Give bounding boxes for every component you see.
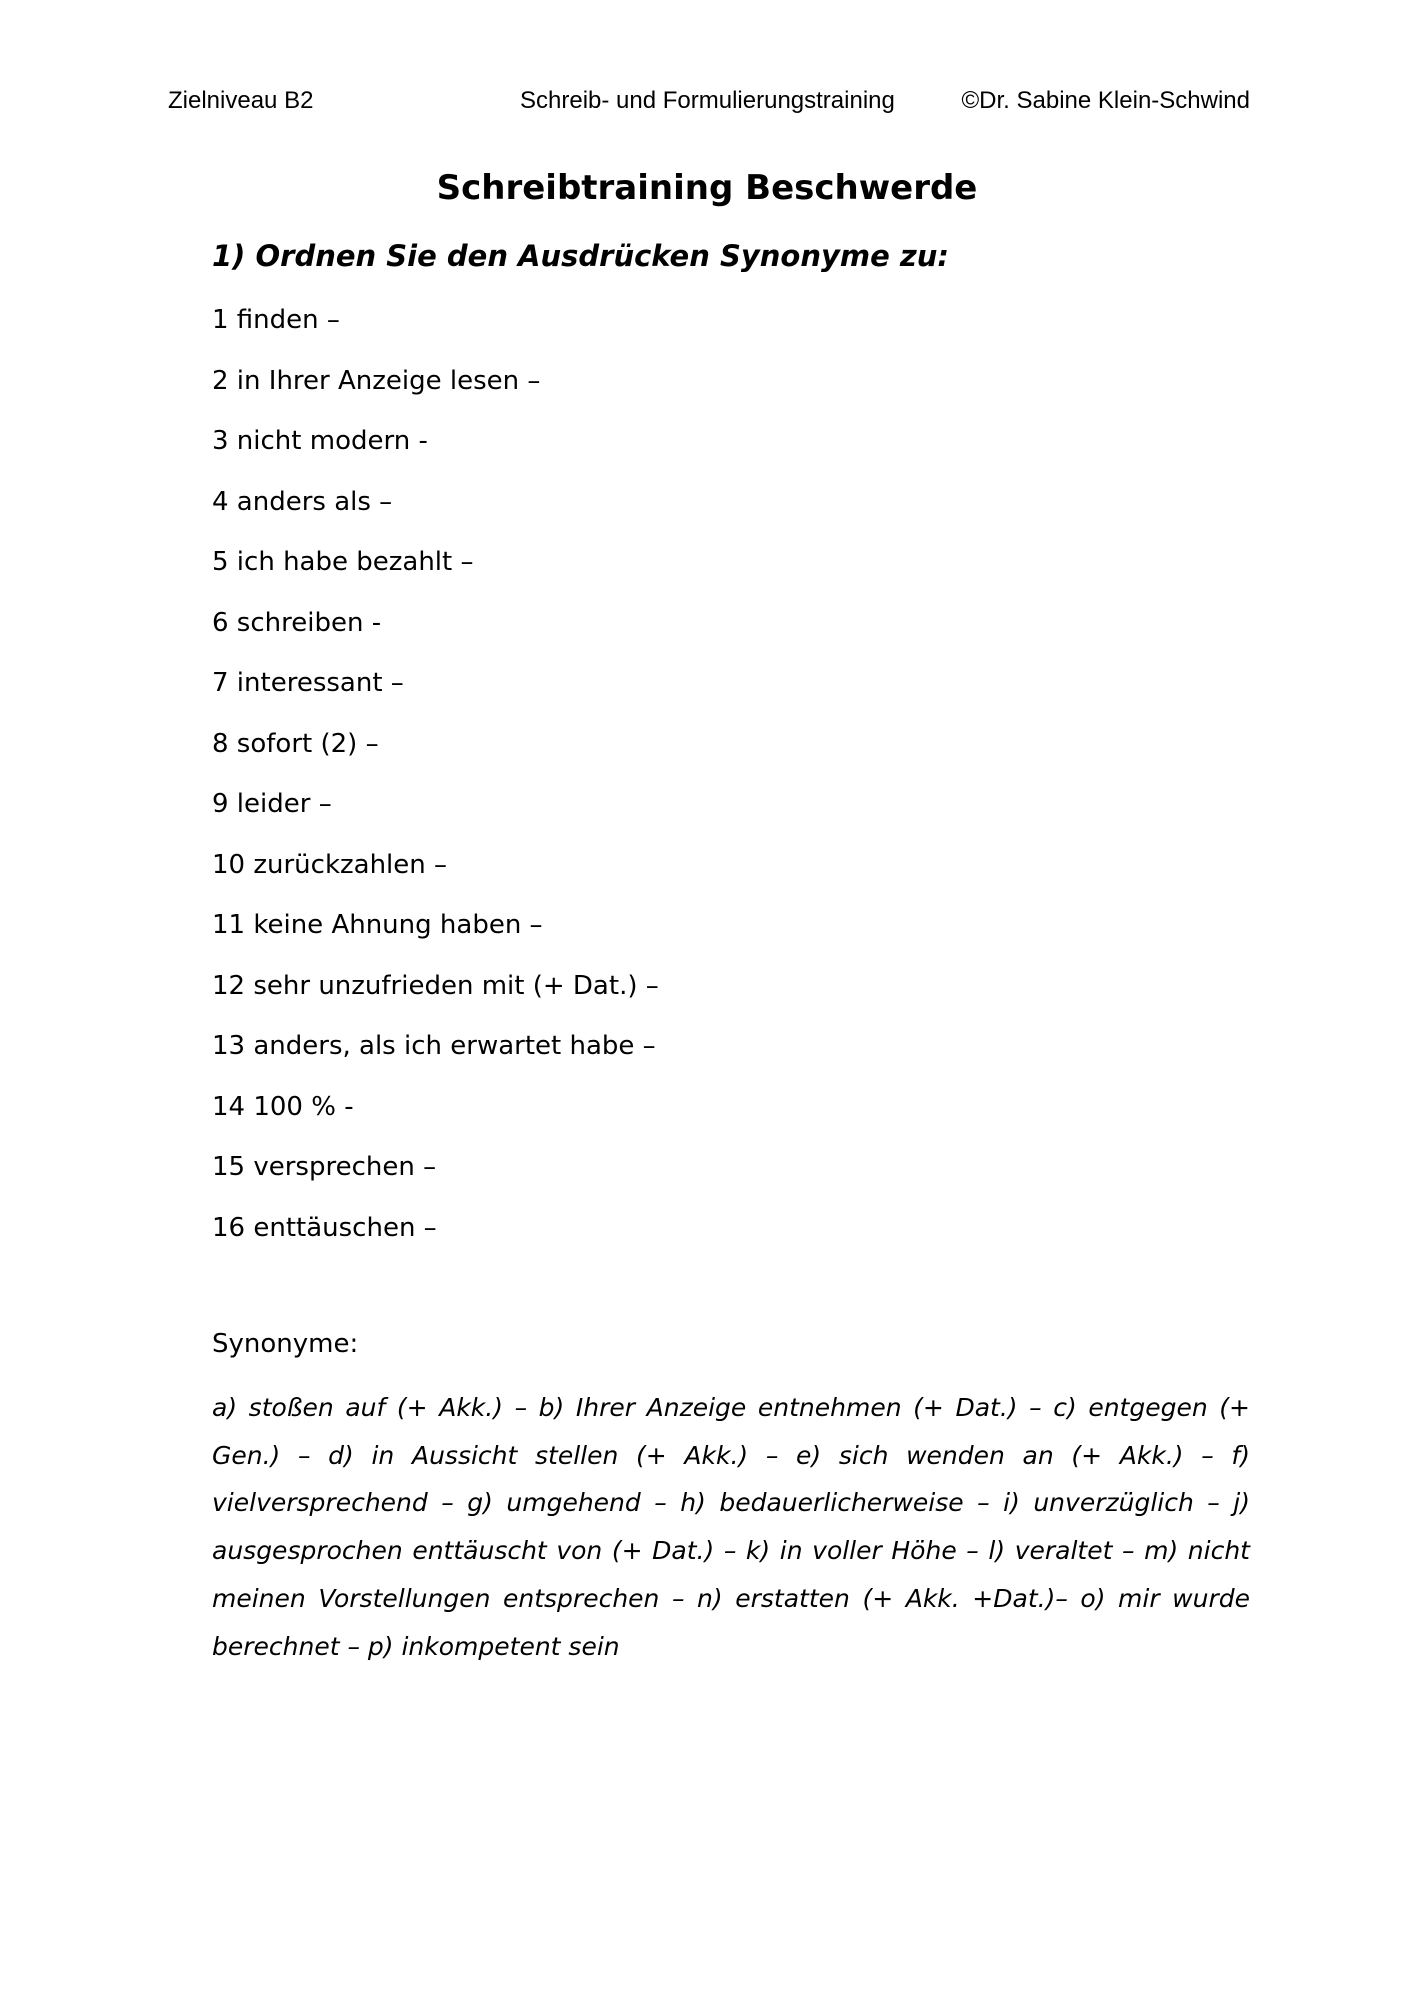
list-item: 1 finden – [212, 305, 340, 335]
synonyms-paragraph: a) stoßen auf (+ Akk.) – b) Ihrer Anzeige entnehmen (+ Dat.) – c) entgegen (+ Gen.) – d) in Aussicht stellen (+ Akk.) – e) sich wenden an (+ Akk.) – f) vielversprechend – g) umgehend – h) bedauerlicherweise – i) unverzüglich – j) ausgesprochen enttäuscht von (+ Dat.) – k) in voller Höhe – l) veraltet – m) nicht meinen Vorstellungen entsprechen – n) erstatten (+ Akk. +Dat.)– o) mir wurde berechnet – p) inkompetent sein [212, 1393, 1250, 1661]
page-title: Schreibtraining Beschwerde [436, 168, 978, 208]
header-copyright: ©Dr. Sabine Klein-Schwind [961, 87, 1250, 114]
list-item: 5 ich habe bezahlt – [212, 547, 474, 577]
list-item: 8 sofort (2) – [212, 728, 379, 759]
list-item: 3 nicht modern - [212, 426, 428, 456]
list-item: 16 enttäuschen – [212, 1212, 437, 1243]
list-item: 9 leider – [212, 789, 332, 819]
synonyms-label: Synonyme: [212, 1329, 359, 1359]
list-item: 11 keine Ahnung haben – [212, 910, 543, 940]
list-item: 14 100 % - [212, 1091, 354, 1122]
list-item: 4 anders als – [212, 486, 393, 517]
expression-list [212, 298, 659, 1266]
list-item: 7 interessant – [212, 668, 404, 698]
list-item: 13 anders, als ich erwartet habe – [212, 1031, 656, 1061]
list-item: 2 in Ihrer Anzeige lesen – [212, 365, 541, 396]
list-item: 15 versprechen – [212, 1152, 437, 1182]
list-item: 6 schreiben - [212, 607, 382, 638]
list-item: 10 zurückzahlen – [212, 849, 448, 880]
page-header [0, 84, 1414, 118]
task-heading: 1) Ordnen Sie den Ausdrücken Synonyme zu: [212, 239, 949, 273]
header-course: Schreib- und Formulierungstraining [520, 87, 895, 114]
list-item: 12 sehr unzufrieden mit (+ Dat.) – [212, 970, 659, 1001]
header-level: Zielniveau B2 [168, 87, 314, 114]
